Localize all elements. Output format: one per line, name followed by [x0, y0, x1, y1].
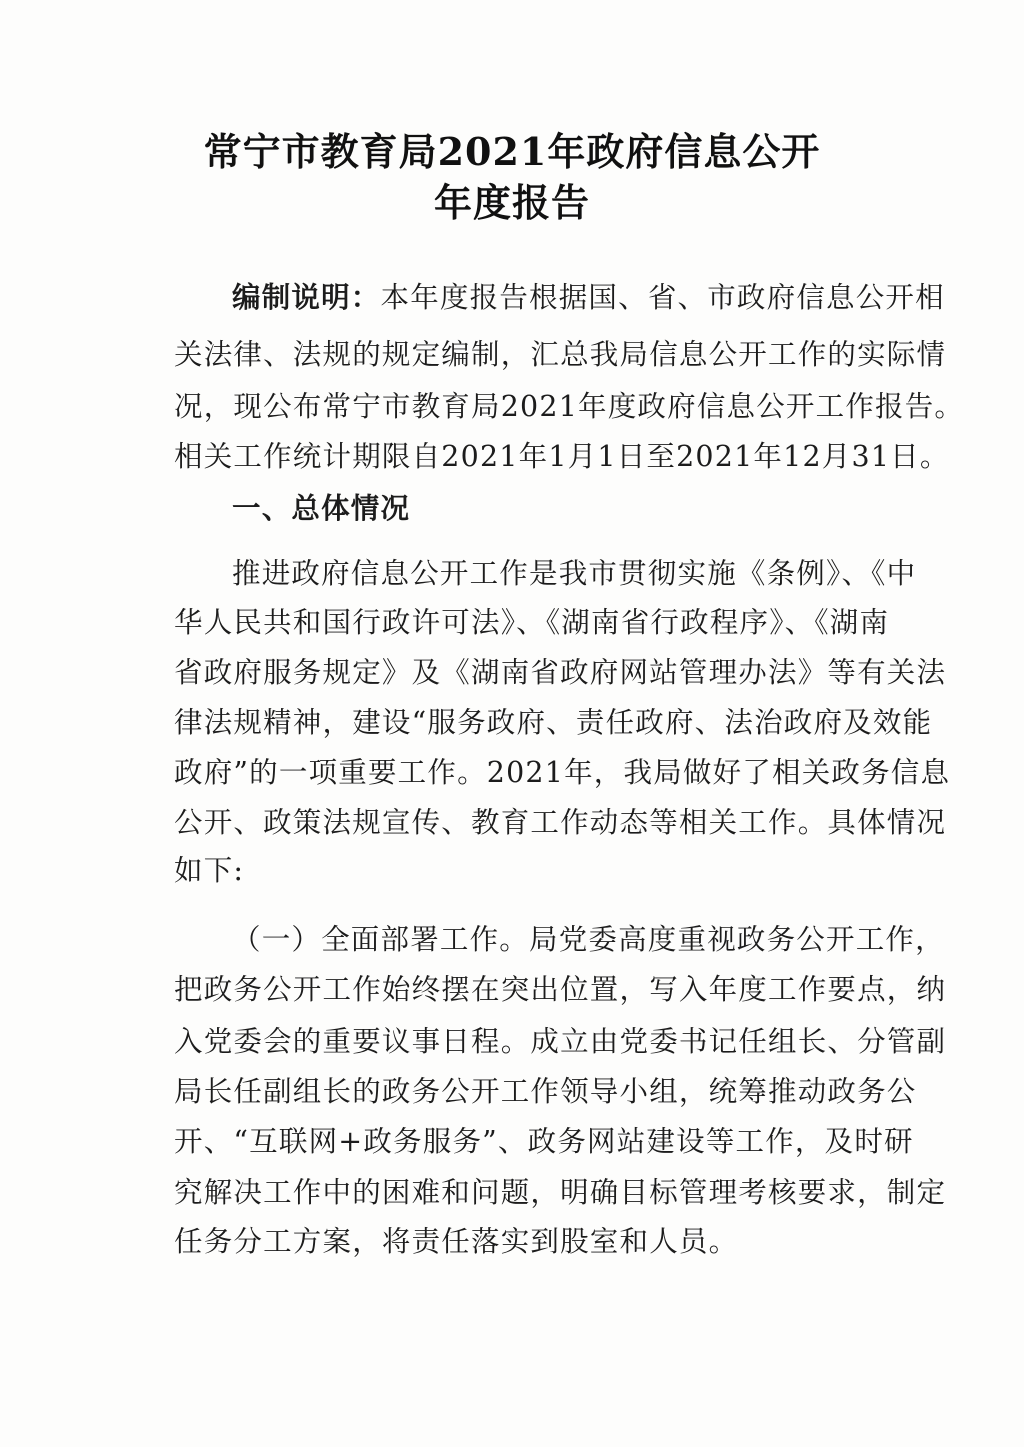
paragraph-1-line: 省政府服务规定》及《湖南省政府网站管理办法》等有关法 [174, 656, 947, 689]
paragraph-1-line: 推进政府信息公开工作是我市贯彻实施《条例》、《中 [232, 557, 917, 590]
paragraph-2-line: 究解决工作中的困难和问题，明确目标管理考核要求，制定 [174, 1176, 947, 1209]
paragraph-2-line: 把政务公开工作始终摆在突出位置，写入年度工作要点，纳 [174, 973, 947, 1006]
intro-line-2: 关法律、法规的规定编制，汇总我局信息公开工作的实际情 [174, 338, 947, 371]
paragraph-1-line: 政府”的一项重要工作。2021年，我局做好了相关政务信息 [174, 756, 951, 789]
paragraph-1-line: 律法规精神，建设“服务政府、责任政府、法治政府及效能 [174, 706, 933, 739]
intro-line-1-text: 本年度报告根据国、省、市政府信息公开相 [380, 281, 945, 314]
paragraph-2-line: （一）全面部署工作。局党委高度重视政务公开工作， [232, 923, 945, 956]
intro-line-1 [232, 279, 945, 316]
intro-line-4: 相关工作统计期限自2021年1月1日至2021年12月31日。 [174, 440, 950, 473]
intro-label: 编制说明： [232, 280, 381, 314]
section-heading: 一、总体情况 [232, 491, 411, 525]
paragraph-1-line: 华人民共和国行政许可法》、《湖南省行政程序》、《湖南 [174, 606, 890, 639]
paragraph-1-line: 如下: [174, 854, 245, 887]
intro-line-3: 况，现公布常宁市教育局2021年度政府信息公开工作报告。 [174, 390, 965, 423]
document-title-line-1: 常宁市教育局2021年政府信息公开 [203, 129, 821, 174]
paragraph-2-line: 任务分工方案，将责任落实到股室和人员。 [174, 1225, 739, 1258]
paragraph-2-line: 开、“互联网+政务服务”、政务网站建设等工作，及时研 [174, 1125, 914, 1158]
paragraph-2-line: 入党委会的重要议事日程。成立由党委书记任组长、分管副 [174, 1025, 947, 1058]
paragraph-1-line: 公开、政策法规宣传、教育工作动态等相关工作。具体情况 [174, 806, 947, 839]
paragraph-2-line: 局长任副组长的政务公开工作领导小组，统筹推动政务公 [174, 1075, 917, 1108]
document-title-line-2: 年度报告 [433, 180, 590, 225]
